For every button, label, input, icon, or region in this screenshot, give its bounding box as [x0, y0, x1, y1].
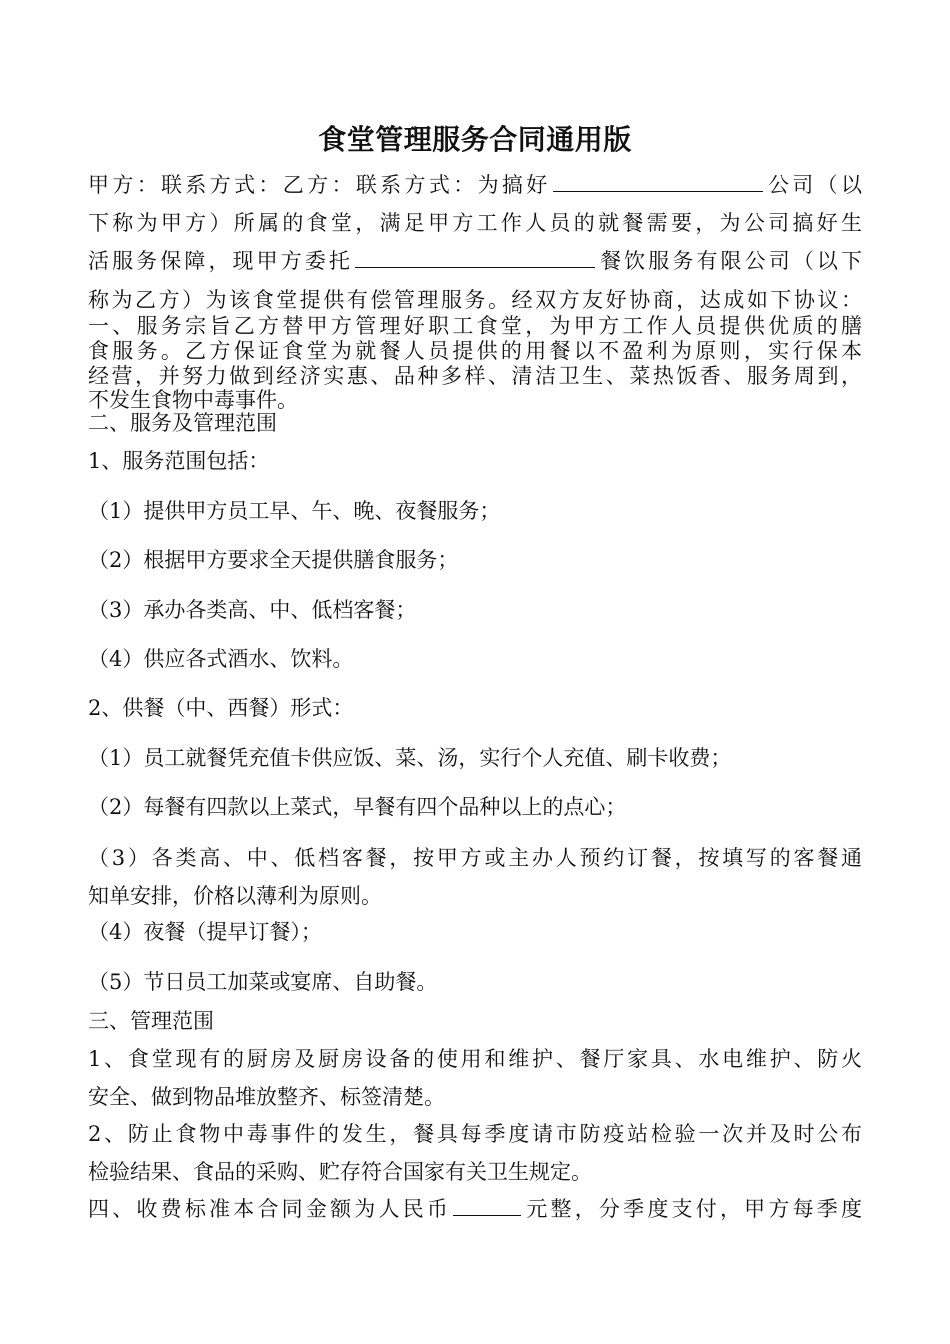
section3-heading: 三、管理范围 [88, 1009, 214, 1033]
document-title: 食堂管理服务合同通用版 [318, 123, 632, 156]
intro-line-4: 称为乙方）为该食堂提供有偿管理服务。经双方友好协商，达成如下协议： [88, 288, 862, 312]
section2-item1-1: （1）提供甲方员工早、午、晚、夜餐服务； [88, 499, 501, 523]
section2-item2-4: （4）夜餐（提早订餐）； [88, 920, 322, 944]
intro-line-3-tail: 餐饮服务有限公司（以下 [597, 249, 862, 273]
section2-item1: 1、服务范围包括： [88, 449, 270, 473]
catering-company-blank[interactable] [355, 247, 595, 268]
section2-item1-4: （4）供应各式酒水、饮料。 [88, 647, 354, 671]
section3-item1-line1: 1、食堂现有的厨房及厨房设备的使用和维护、餐厅家具、水电维护、防火 [88, 1047, 862, 1071]
section1-line-3: 经营，并努力做到经济实惠、品种多样、清洁卫生、菜热饭香、服务周到， [88, 364, 862, 388]
section2-item1-3: （3）承办各类高、中、低档客餐； [88, 598, 417, 622]
section1-line-4: 不发生食物中毒事件。 [88, 388, 298, 412]
section4-line1-tail: 元整，分季度支付，甲方每季度 [523, 1197, 863, 1221]
section1-line-2: 食服务。乙方保证食堂为就餐人员提供的用餐以不盈利为原则，实行保本 [88, 339, 862, 363]
section2-item2-3-line2: 知单安排，价格以薄利为原则。 [88, 884, 382, 908]
section4-line1-text: 四、收费标准本合同金额为人民币 [88, 1197, 452, 1221]
section3-item2-line1: 2、防止食物中毒事件的发生，餐具每季度请市防疫站检验一次并及时公布 [88, 1122, 862, 1146]
section4-line1 [88, 1195, 862, 1223]
contract-amount-blank[interactable] [453, 1195, 521, 1216]
intro-line-1-tail: 公司（以 [764, 173, 863, 197]
intro-line-2: 下称为甲方）所属的食堂，满足甲方工作人员的就餐需要，为公司搞好生 [88, 211, 862, 235]
section3-item2-line2: 检验结果、食品的采购、贮存符合国家有关卫生规定。 [88, 1160, 592, 1184]
intro-line-3-text: 活服务保障，现甲方委托 [88, 249, 353, 273]
intro-line-3 [88, 247, 862, 275]
intro-line-1 [88, 171, 862, 199]
section2-item2: 2、供餐（中、西餐）形式： [88, 696, 354, 720]
section2-item2-3-line1: （3）各类高、中、低档客餐，按甲方或主办人预约订餐，按填写的客餐通 [88, 846, 862, 870]
company-name-blank[interactable] [553, 171, 763, 192]
section2-heading: 二、服务及管理范围 [88, 411, 277, 435]
section2-item2-1: （1）员工就餐凭充值卡供应饭、菜、汤，实行个人充值、刷卡收费； [88, 746, 732, 770]
section2-item2-5: （5）节日员工加菜或宴席、自助餐。 [88, 970, 438, 994]
section1-line-1: 一、服务宗旨乙方替甲方管理好职工食堂，为甲方工作人员提供优质的膳 [88, 314, 862, 338]
section2-item2-2: （2）每餐有四款以上菜式，早餐有四个品种以上的点心； [88, 795, 627, 819]
section3-item1-line2: 安全、做到物品堆放整齐、标签清楚。 [88, 1085, 445, 1109]
section2-item1-2: （2）根据甲方要求全天提供膳食服务； [88, 548, 459, 572]
intro-line-1-text: 甲方：联系方式：乙方：联系方式：为搞好 [88, 173, 551, 197]
